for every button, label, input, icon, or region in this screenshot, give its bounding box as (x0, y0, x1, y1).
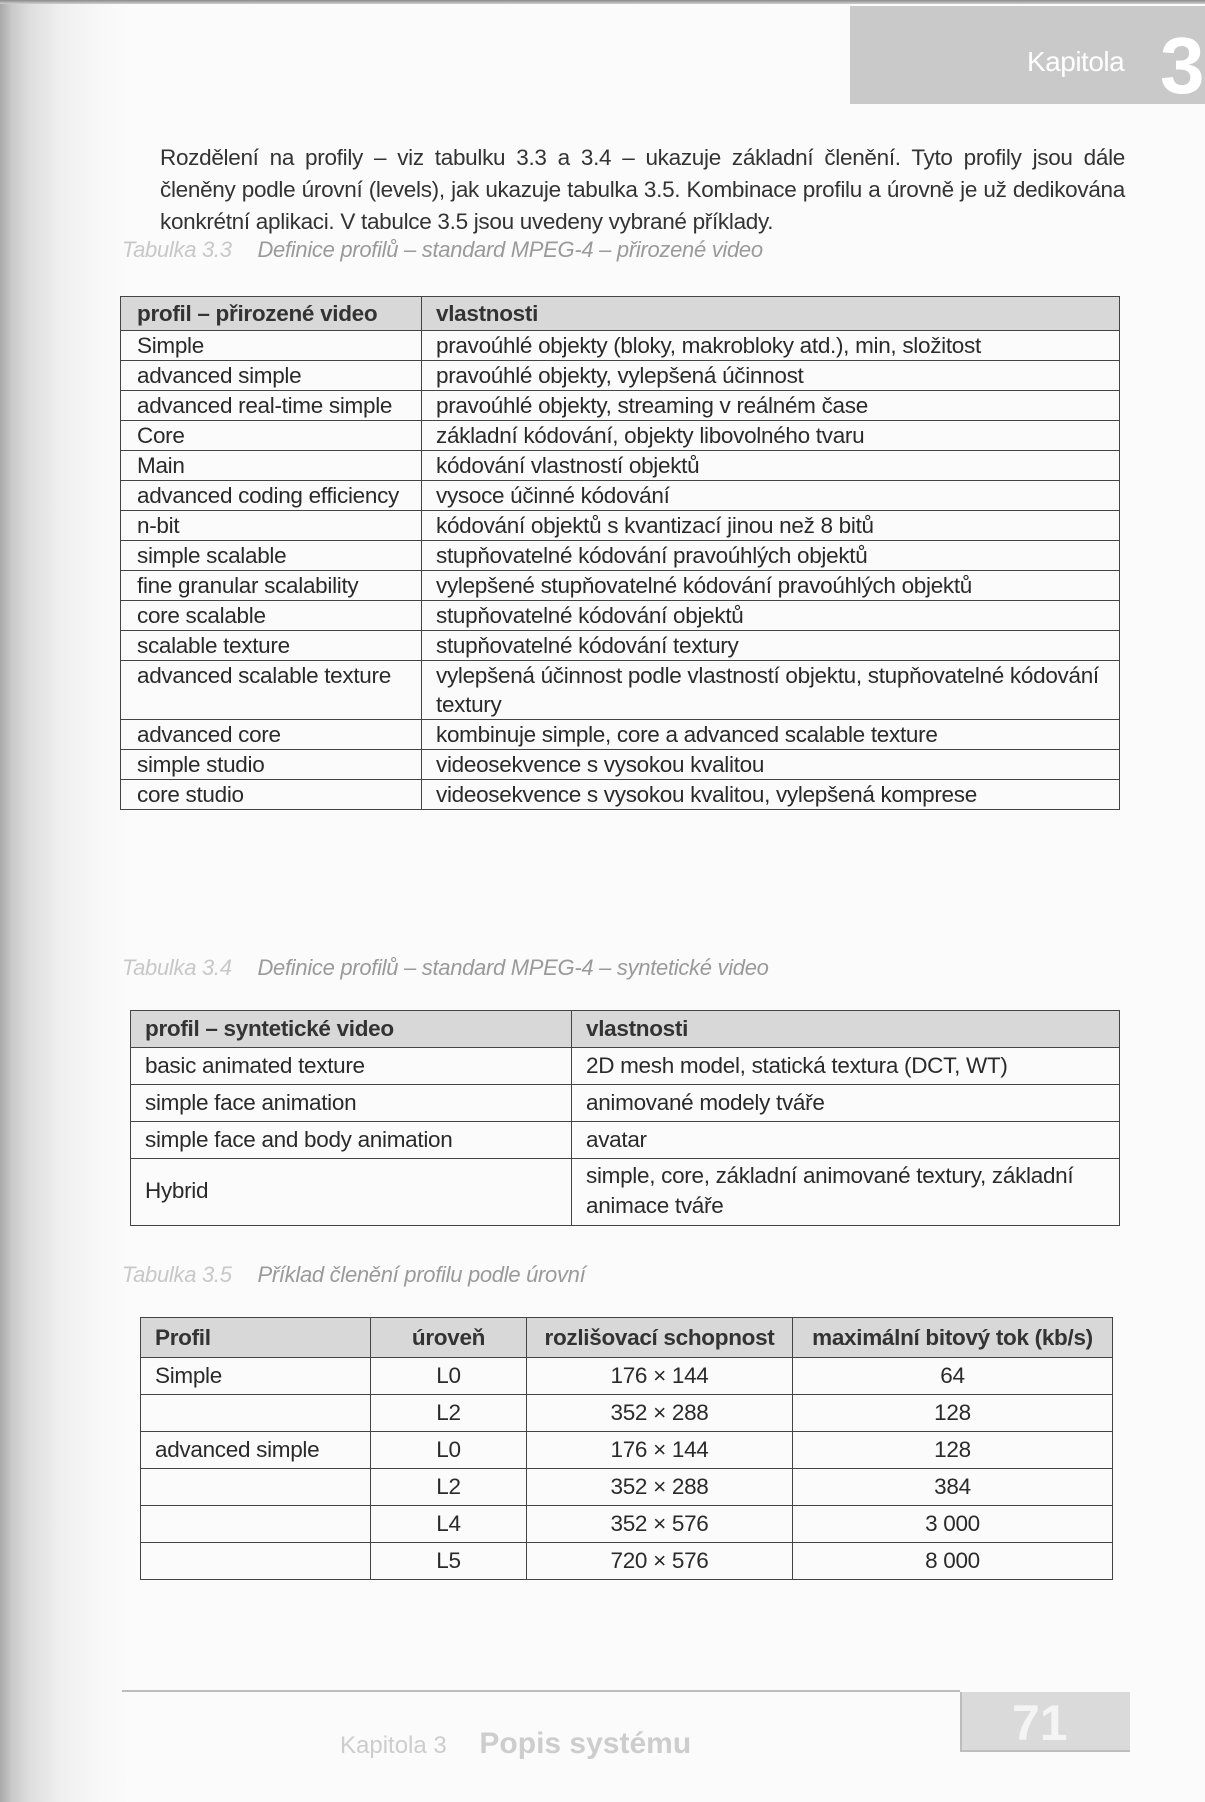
table-cell: advanced simple (141, 1432, 371, 1469)
table-cell: L0 (371, 1432, 527, 1469)
table-row (141, 1506, 1113, 1543)
table-cell: 352 × 576 (527, 1506, 793, 1543)
table-cell: advanced scalable texture (121, 661, 422, 720)
table-cell: pravoúhlé objekty, streaming v reálném čase (422, 391, 1120, 421)
table-row (131, 1122, 1120, 1159)
table-row (141, 1543, 1113, 1580)
header-cell: profil – syntetické video (131, 1011, 572, 1048)
table-row (121, 361, 1120, 391)
table-row (121, 511, 1120, 541)
table34-label: Tabulka 3.4 (122, 955, 232, 980)
table-cell: pravoúhlé objekty, vylepšená účinnost (422, 361, 1120, 391)
table-header-row (121, 297, 1120, 331)
table-cell: videosekvence s vysokou kvalitou (422, 750, 1120, 780)
header-cell: maximální bitový tok (kb/s) (793, 1318, 1113, 1358)
table-cell: L4 (371, 1506, 527, 1543)
chapter-tab (850, 6, 1205, 110)
page-number: 71 (1012, 1695, 1068, 1751)
table-cell: Main (121, 451, 422, 481)
table-row (121, 451, 1120, 481)
table-cell: 352 × 288 (527, 1469, 793, 1506)
table-cell: L2 (371, 1395, 527, 1432)
table-cell: 384 (793, 1469, 1113, 1506)
table-row (121, 780, 1120, 810)
table-cell: kódování objektů s kvantizací jinou než 8 bitů (422, 511, 1120, 541)
table35-caption (122, 1262, 585, 1288)
table-row (121, 661, 1120, 720)
table-cell: avatar (572, 1122, 1120, 1159)
table-cell: 128 (793, 1395, 1113, 1432)
table-cell: stupňovatelné kódování pravoúhlých objektů (422, 541, 1120, 571)
footer-chapter: Kapitola 3 (340, 1732, 447, 1759)
table-row (131, 1085, 1120, 1122)
table35-label: Tabulka 3.5 (122, 1262, 232, 1287)
table-cell: stupňovatelné kódování objektů (422, 601, 1120, 631)
table-cell: základní kódování, objekty libovolného tvaru (422, 421, 1120, 451)
table-cell: 352 × 288 (527, 1395, 793, 1432)
header-cell: úroveň (371, 1318, 527, 1358)
table-cell: videosekvence s vysokou kvalitou, vylepšená komprese (422, 780, 1120, 810)
table-cell: 176 × 144 (527, 1432, 793, 1469)
header-cell: vlastnosti (572, 1011, 1120, 1048)
table-cell: 176 × 144 (527, 1358, 793, 1395)
table-cell: L5 (371, 1543, 527, 1580)
table-cell: vysoce účinné kódování (422, 481, 1120, 511)
running-footer (340, 1727, 691, 1761)
table-cell: 128 (793, 1432, 1113, 1469)
header-cell: Profil (141, 1318, 371, 1358)
table-row (141, 1395, 1113, 1432)
header-cell: profil – přirozené video (121, 297, 422, 331)
table-cell: scalable texture (121, 631, 422, 661)
table-cell: advanced core (121, 720, 422, 750)
table-cell: vylepšená účinnost podle vlastností objektu, stupňovatelné kódování textury (422, 661, 1120, 720)
table33-caption-text: Definice profilů – standard MPEG-4 – přirozené video (257, 237, 763, 262)
table-cell: animované modely tváře (572, 1085, 1120, 1122)
table-cell: Simple (141, 1358, 371, 1395)
page-number-badge (960, 1692, 1130, 1752)
table-cell: n-bit (121, 511, 422, 541)
table-3-3 (120, 296, 1120, 810)
table-cell (141, 1506, 371, 1543)
table-cell: stupňovatelné kódování textury (422, 631, 1120, 661)
table-cell: fine granular scalability (121, 571, 422, 601)
table-row (131, 1048, 1120, 1085)
table-cell: simple studio (121, 750, 422, 780)
table34-caption-text: Definice profilů – standard MPEG-4 – syntetické video (257, 955, 769, 980)
table-cell (141, 1395, 371, 1432)
table34-caption (122, 955, 769, 981)
table-cell: simple face animation (131, 1085, 572, 1122)
header-cell: vlastnosti (422, 297, 1120, 331)
table-cell: 8 000 (793, 1543, 1113, 1580)
table-header-row (141, 1318, 1113, 1358)
footer-title: Popis systému (479, 1727, 692, 1760)
table-cell: kombinuje simple, core a advanced scalable texture (422, 720, 1120, 750)
table-row (121, 601, 1120, 631)
table-cell: L0 (371, 1358, 527, 1395)
table-row (121, 750, 1120, 780)
table-row (141, 1469, 1113, 1506)
table-cell: advanced coding efficiency (121, 481, 422, 511)
table-cell: 64 (793, 1358, 1113, 1395)
table-cell: core studio (121, 780, 422, 810)
table-cell: Core (121, 421, 422, 451)
table-cell: core scalable (121, 601, 422, 631)
table-row (121, 571, 1120, 601)
table-cell (141, 1469, 371, 1506)
table-row (121, 720, 1120, 750)
table-cell: vylepšené stupňovatelné kódování pravoúhlých objektů (422, 571, 1120, 601)
table-row (131, 1159, 1120, 1226)
table-cell: 3 000 (793, 1506, 1113, 1543)
table-row (121, 331, 1120, 361)
table-row (121, 481, 1120, 511)
table-3-4 (130, 1010, 1120, 1226)
table-row (141, 1432, 1113, 1469)
table-row (121, 421, 1120, 451)
table-cell: Simple (121, 331, 422, 361)
table-3-5 (140, 1317, 1113, 1580)
header-cell: rozlišovací schopnost (527, 1318, 793, 1358)
table-cell: simple face and body animation (131, 1122, 572, 1159)
table-cell: L2 (371, 1469, 527, 1506)
table-cell: kódování vlastností objektů (422, 451, 1120, 481)
chapter-word: Kapitola (1027, 46, 1125, 77)
table-row (121, 391, 1120, 421)
table-cell: advanced real-time simple (121, 391, 422, 421)
table-cell: pravoúhlé objekty (bloky, makrobloky atd.), min, složitost (422, 331, 1120, 361)
table33-caption (122, 237, 763, 263)
table-row (121, 541, 1120, 571)
table-cell: basic animated texture (131, 1048, 572, 1085)
top-edge (0, 0, 1205, 4)
book-spine-shadow (0, 0, 130, 1802)
table33-label: Tabulka 3.3 (122, 237, 232, 262)
table35-caption-text: Příklad členění profilu podle úrovní (257, 1262, 586, 1287)
footer-rule (122, 1690, 960, 1692)
intro-paragraph: Rozdělení na profily – viz tabulku 3.3 a 3.4 – ukazuje základní členění. Tyto profily jsou dále členěny podle úrovní (levels), jak ukazuje tabulka 3.5. Kombinace profilu a úrovně je už dedikována konkrétní aplikaci. V tabulce 3.5 jsou uvedeny vybrané příklady. (160, 144, 1125, 234)
table-cell: simple, core, základní animované textury, základní animace tváře (572, 1159, 1120, 1226)
table-cell: 2D mesh model, statická textura (DCT, WT) (572, 1048, 1120, 1085)
table-row (121, 631, 1120, 661)
table-cell: simple scalable (121, 541, 422, 571)
chapter-number: 3 (1160, 21, 1205, 110)
table-cell: advanced simple (121, 361, 422, 391)
table-cell: 720 × 576 (527, 1543, 793, 1580)
table-cell: Hybrid (131, 1159, 572, 1226)
table-row (141, 1358, 1113, 1395)
table-cell (141, 1543, 371, 1580)
table-header-row (131, 1011, 1120, 1048)
